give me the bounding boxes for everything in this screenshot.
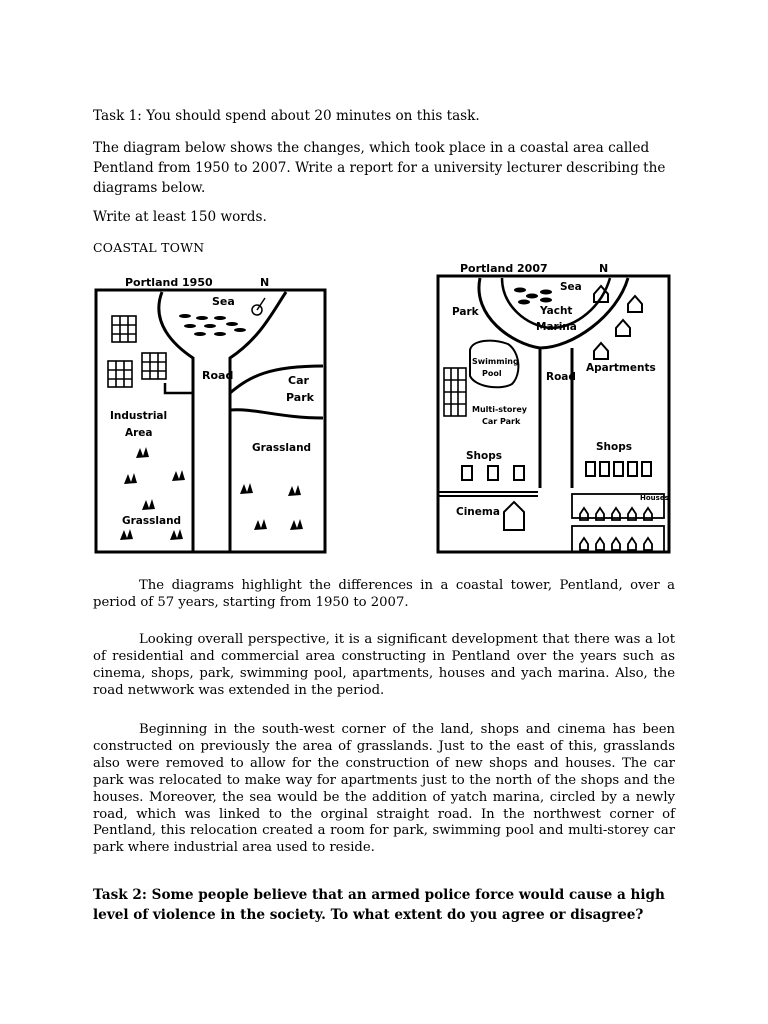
map-1950-north: N	[260, 276, 270, 289]
map-1950-road-label: Road	[202, 369, 234, 382]
map-1950-grassland-west: Grassland	[122, 515, 182, 527]
map-1950-side-road	[165, 383, 193, 393]
map-2007-road-label: Road	[546, 371, 576, 383]
essay-paragraph-2: Looking overall perspective, it is a significant development that there was a lot of residential and commercial area constructing in Pentland over the years such as cinema, shops, park, swimming pool, apartments, houses and yach marina. Also, the road netwwork was extended in the period.	[93, 632, 675, 698]
map-2007-shops-east: Shops	[596, 441, 633, 453]
map-2007-sea: Sea	[560, 281, 582, 293]
map-1950-waves	[179, 314, 246, 336]
map-1950-car-park-2: Park	[286, 391, 314, 404]
map-2007	[432, 256, 677, 556]
map-2007-yacht-1: Yacht	[540, 305, 573, 317]
map-2007-road	[540, 348, 572, 488]
map-2007-boat-icons	[514, 288, 552, 305]
map-2007-houses: Houses	[640, 494, 669, 502]
task1-heading: Task 1: You should spend about 20 minutes on this task.	[93, 108, 480, 124]
map-2007-yacht-2: Marina	[536, 321, 577, 333]
map-2007-pool-2: Pool	[482, 369, 502, 378]
map-2007-shop-icons-west	[462, 466, 524, 480]
map-1950-grassland-east: Grassland	[252, 442, 312, 454]
map-2007-shops-west: Shops	[466, 450, 503, 462]
task1-prompt: The diagram below shows the changes, which took place in a coastal area called Pentland from 1950 to 2007. Write a report for a university lecturer describing the diagrams below.	[93, 140, 666, 196]
map-2007-apartments: Apartments	[586, 362, 656, 374]
map-2007-pool-1: Swimming	[472, 357, 519, 366]
essay-paragraph-1: The diagrams highlight the differences in a coastal tower, Pentland, over a period of 57 years, starting from 1950 to 2007.	[93, 578, 675, 610]
map-2007-cinema: Cinema	[456, 506, 500, 518]
map-1950-sea: Sea	[212, 295, 235, 308]
map-2007-carpark-1: Multi-storey	[472, 405, 527, 414]
essay-paragraph-3: Beginning in the south-west corner of the land, shops and cinema has been constructed on previously the area of grasslands. Just to the east of this, grasslands also were removed to allow for the construction of new shops and houses. The car park was relocated to make way for apartments just to the north of the shops and the houses. Moreover, the sea would be the addition of yatch marina, circled by a newly road, which was linked to the orginal straight road. In the northwest corner of Pentland, this relocation created a room for park, swimming pool and multi-storey car park where industrial area used to reside.	[93, 722, 675, 856]
map-1950-compass-icon	[252, 298, 265, 315]
map-1950-industrial-1: Industrial	[110, 410, 168, 422]
map-1950-road	[159, 292, 286, 552]
map-2007-cinema-icon	[504, 502, 524, 530]
map-2007-carpark-building-icon	[444, 368, 466, 416]
task2-prompt: Task 2: Some people believe that an armed police force would cause a high level of violence in the society. To what extent do you agree or disagree?	[93, 887, 665, 923]
map-1950	[90, 268, 335, 558]
map-1950-car-park-1: Car	[288, 374, 309, 387]
map-2007-block-divider	[438, 492, 538, 496]
map-1950-title: Portland 1950	[125, 276, 213, 289]
map-1950-factory-icon	[108, 316, 166, 387]
map-2007-shop-icons-east	[586, 462, 651, 476]
map-1950-industrial-2: Area	[125, 427, 153, 439]
map-2007-carpark-2: Car Park	[482, 417, 521, 426]
map-2007-north: N	[599, 262, 609, 275]
diagram-caption: COASTAL TOWN	[93, 240, 205, 255]
map-2007-title: Portland 2007	[460, 262, 548, 275]
map-2007-house-icons	[572, 494, 664, 552]
task1-word-requirement: Write at least 150 words.	[93, 209, 267, 225]
map-2007-park: Park	[452, 306, 479, 318]
